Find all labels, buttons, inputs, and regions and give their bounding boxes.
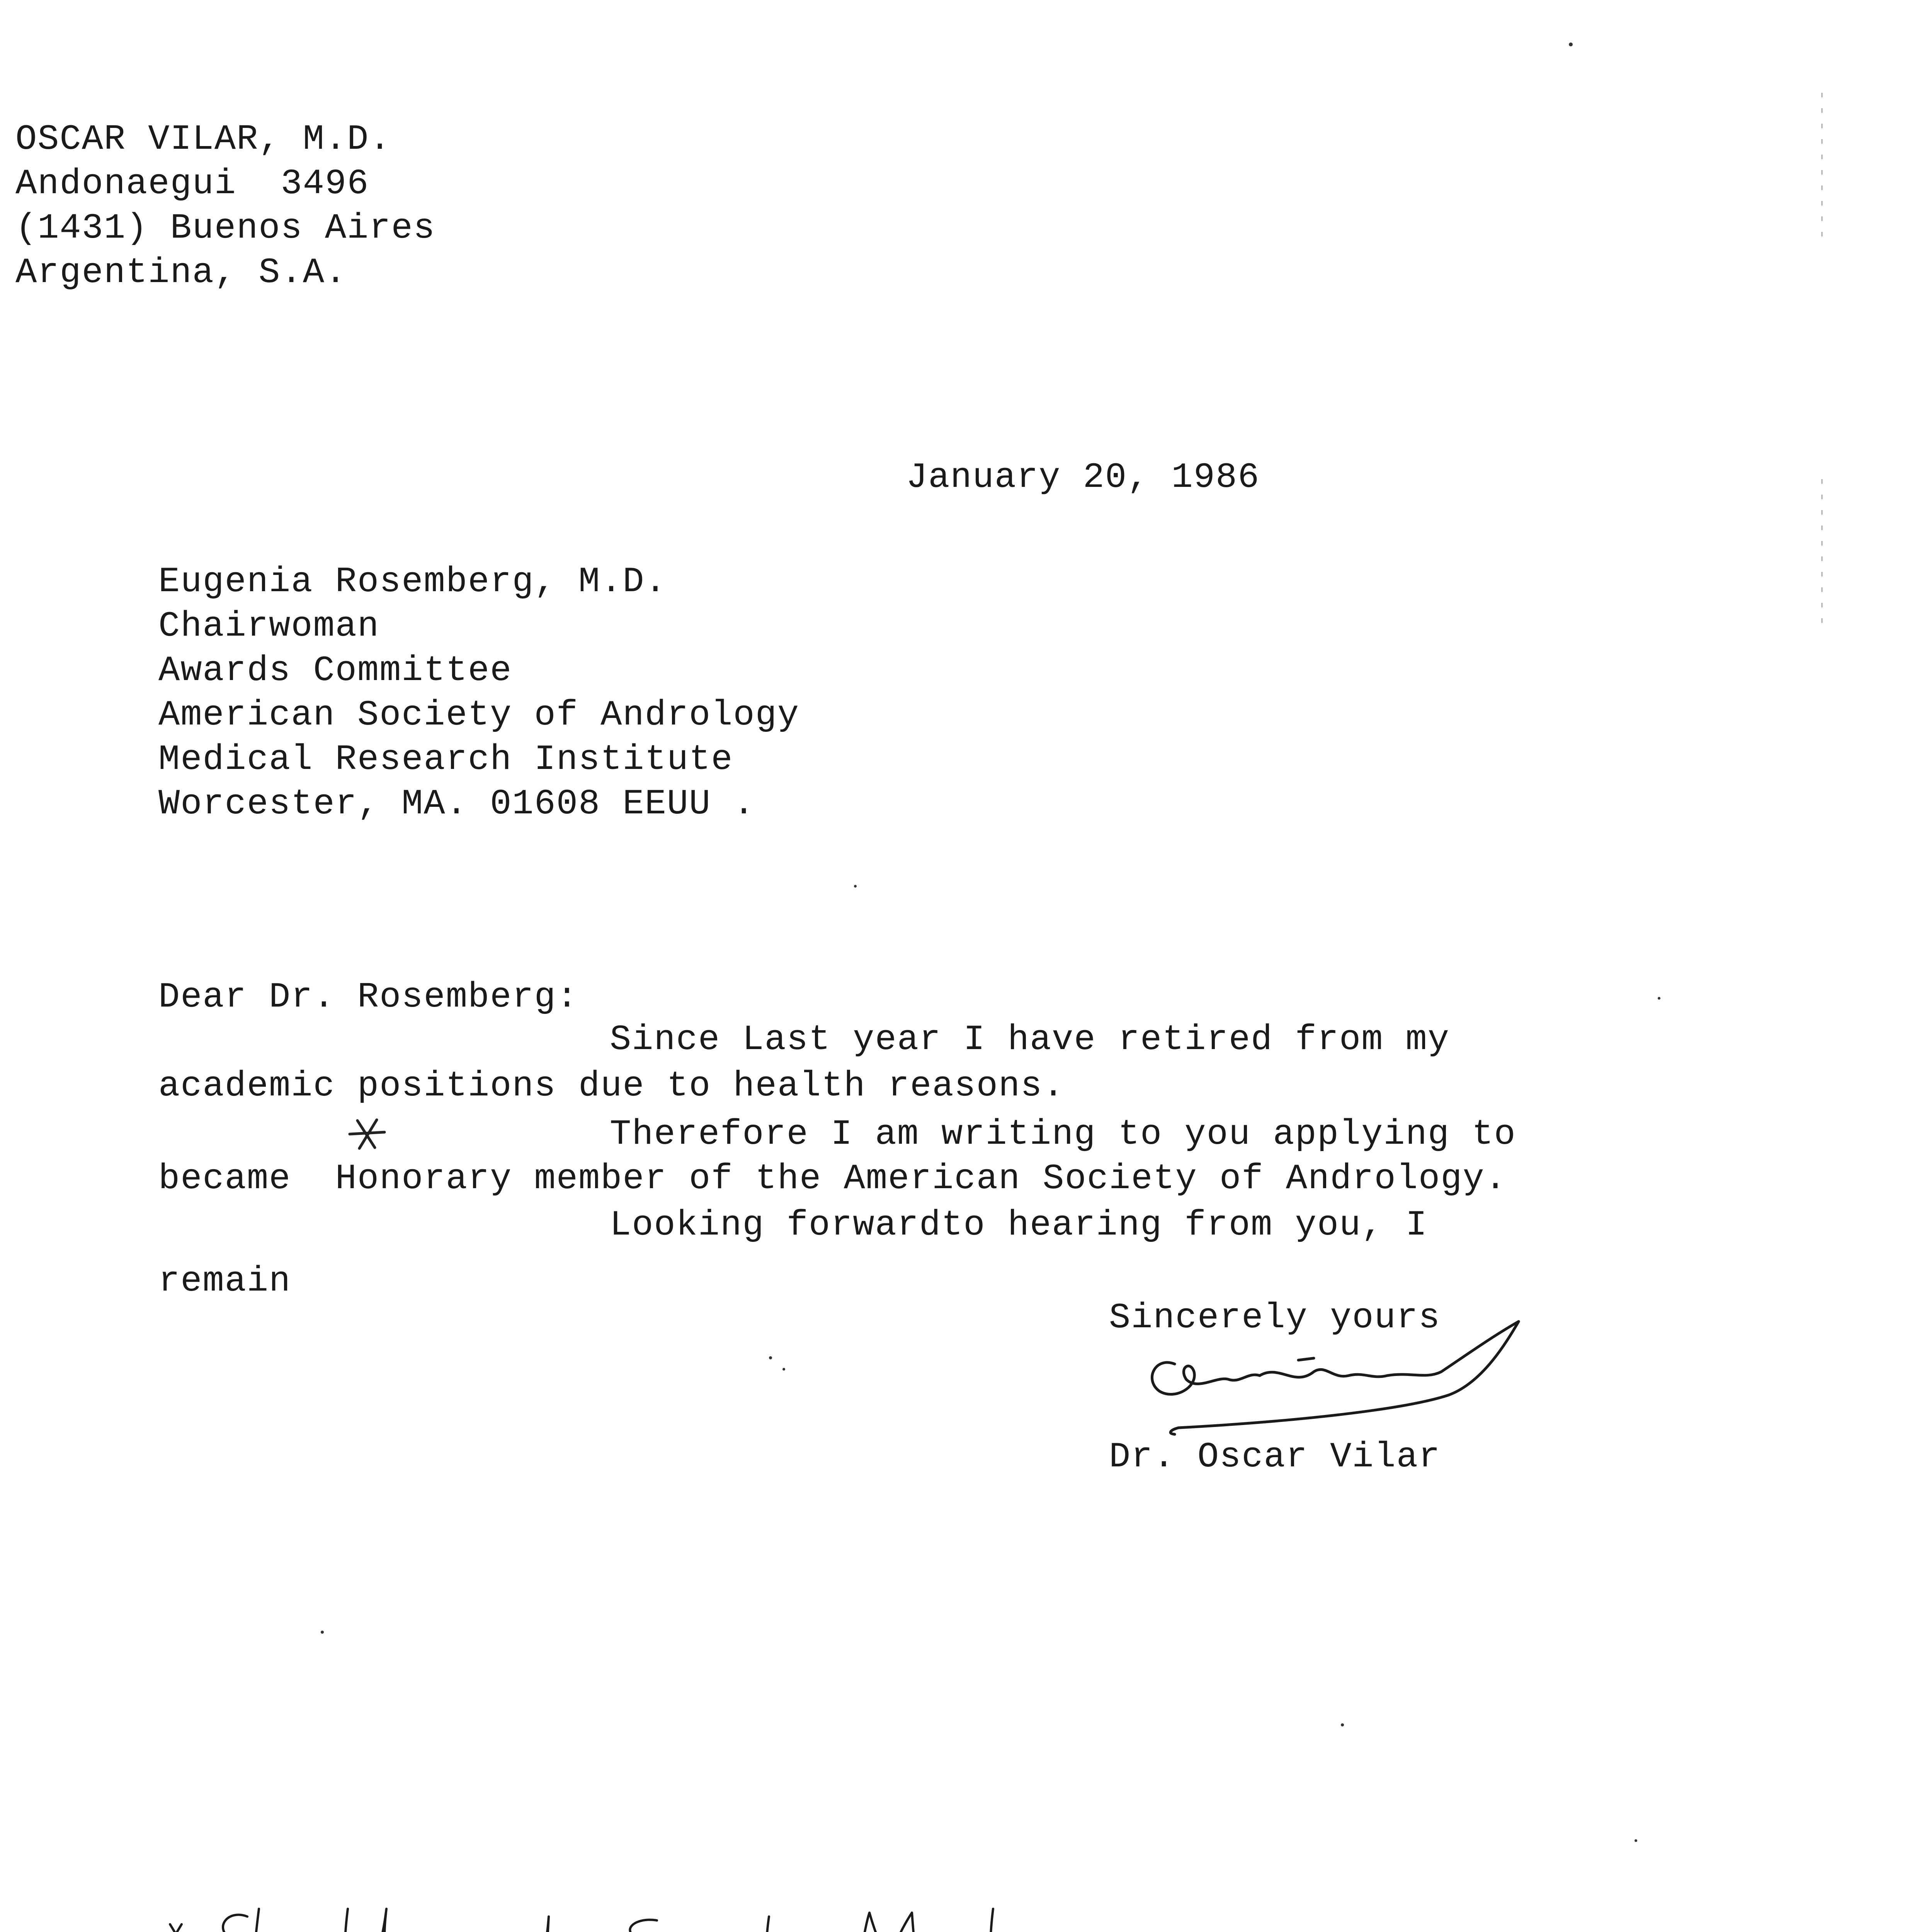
scan-speck bbox=[854, 885, 857, 888]
salutation: Dear Dr. Rosemberg: bbox=[158, 977, 578, 1017]
scan-edge-marks bbox=[1816, 93, 1828, 634]
signed-name: Dr. Oscar Vilar bbox=[1109, 1437, 1441, 1477]
handwritten-asterisk-icon bbox=[342, 1117, 392, 1151]
sender-country: Argentina, S.A. bbox=[15, 252, 347, 293]
body-paragraph-2-line-1: Therefore I am writing to you applying to bbox=[610, 1114, 1516, 1155]
body-paragraph-2-line-2: became Honorary member of the American Society of Andrology. bbox=[158, 1158, 1507, 1199]
sender-city: (1431) Buenos Aires bbox=[15, 208, 435, 248]
scan-speck bbox=[769, 1356, 772, 1359]
recipient-title: Chairwoman bbox=[158, 606, 380, 646]
body-paragraph-3-line-2: remain bbox=[158, 1261, 291, 1301]
recipient-institute: Medical Research Institute bbox=[158, 739, 733, 780]
scan-speck bbox=[1341, 1723, 1344, 1726]
handwritten-annotation bbox=[162, 1893, 1206, 1932]
recipient-organization: American Society of Andrology bbox=[158, 695, 800, 735]
recipient-address: Worcester, MA. 01608 EEUU . bbox=[158, 784, 755, 824]
scan-speck bbox=[782, 1368, 785, 1371]
signature bbox=[1132, 1314, 1550, 1453]
scan-speck bbox=[1569, 43, 1573, 46]
scan-speck bbox=[1658, 997, 1660, 1000]
letter-date: January 20, 1986 bbox=[906, 457, 1260, 498]
body-paragraph-1-line-1: Since Last year I have retired from my bbox=[610, 1019, 1450, 1060]
body-paragraph-3-line-1: Looking forwardto hearing from you, I bbox=[610, 1205, 1428, 1245]
scan-speck bbox=[1635, 1839, 1637, 1842]
recipient-committee: Awards Committee bbox=[158, 650, 512, 691]
sender-street: Andonaegui 3496 bbox=[15, 163, 369, 204]
sender-name: OSCAR VILAR, M.D. bbox=[15, 119, 391, 160]
scan-speck bbox=[321, 1631, 324, 1634]
body-paragraph-1-line-2: academic positions due to health reasons. bbox=[158, 1066, 1065, 1106]
recipient-name: Eugenia Rosemberg, M.D. bbox=[158, 561, 667, 602]
complimentary-close: Sincerely yours bbox=[1109, 1298, 1441, 1338]
